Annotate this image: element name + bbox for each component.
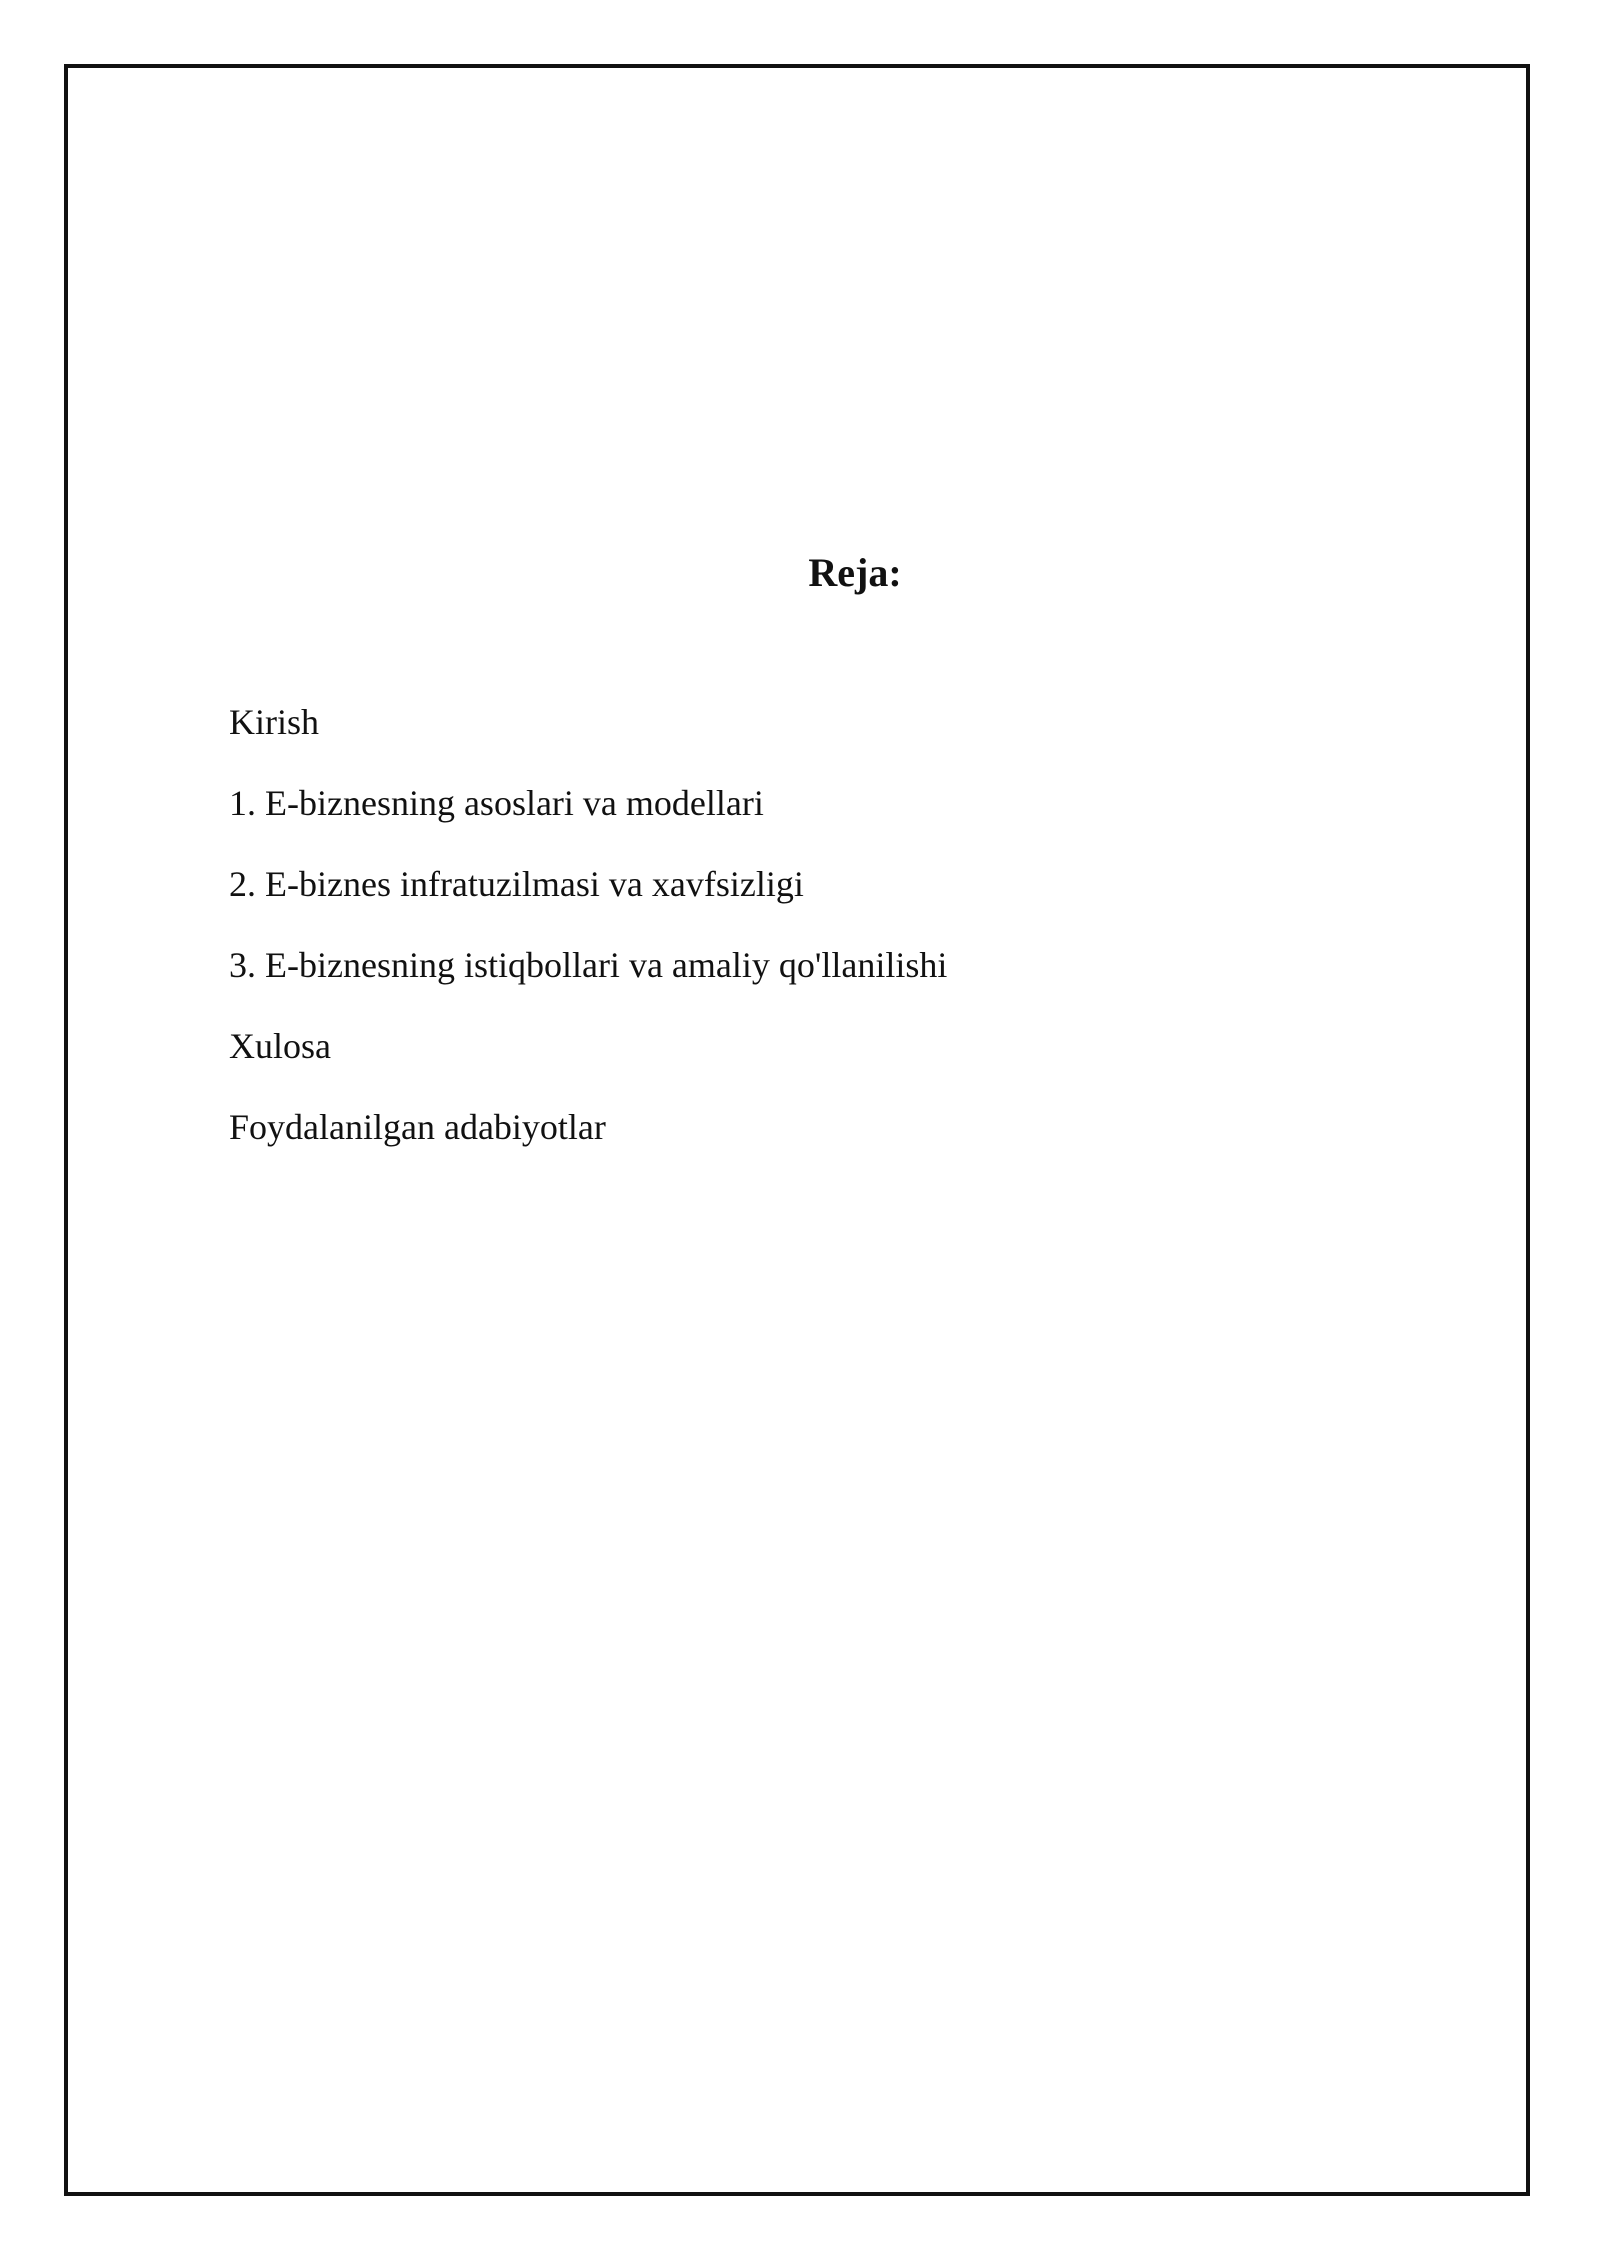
plan-item-chapter-3: 3. E-biznesning istiqbollari va amaliy qo'llanilishi [229,945,948,985]
page-title: Reja: [808,550,902,595]
plan-item-chapter-1: 1. E-biznesning asoslari va modellari [229,783,764,823]
plan-item-references: Foydalanilgan adabiyotlar [229,1107,606,1147]
plan-list [229,699,947,1185]
plan-item-introduction: Kirish [229,702,319,742]
plan-item-conclusion: Xulosa [229,1026,331,1066]
plan-item-chapter-2: 2. E-biznes infratuzilmasi va xavfsizligi [229,864,804,904]
